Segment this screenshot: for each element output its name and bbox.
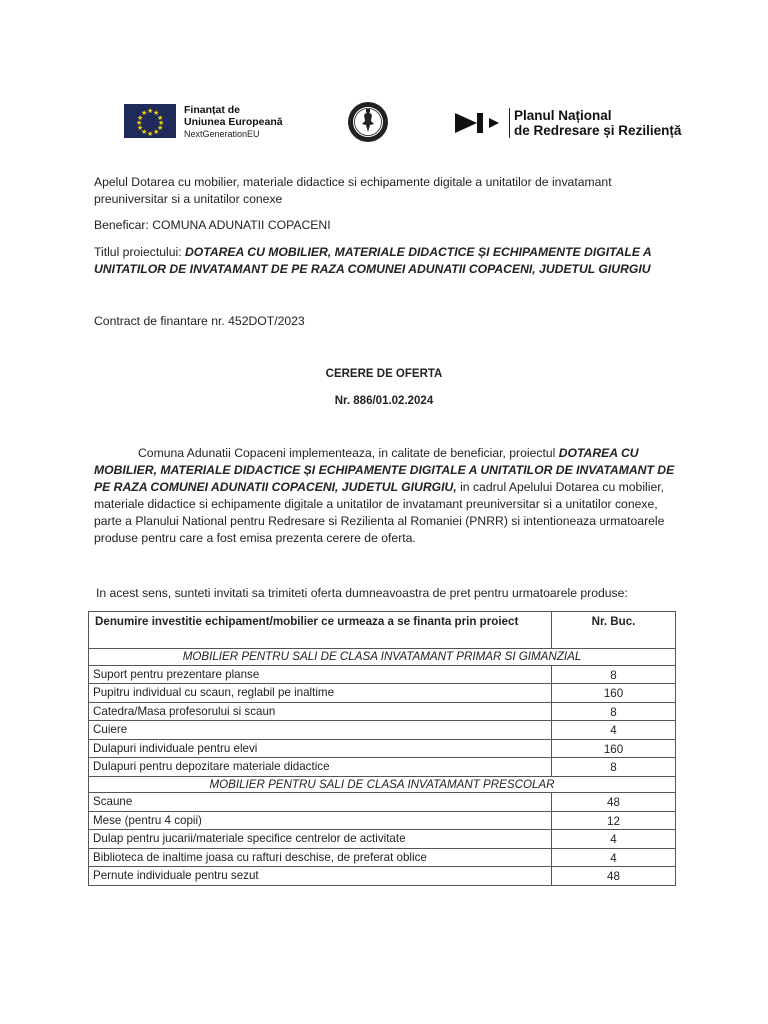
item-quantity: 8: [552, 758, 676, 777]
item-name: Suport pentru prezentare planse: [89, 665, 552, 684]
item-name: Pernute individuale pentru sezut: [89, 867, 552, 886]
project-title-label: Titlul proiectului:: [94, 245, 185, 259]
item-name: Scaune: [89, 793, 552, 812]
column-header-name: Denumire investitie echipament/mobilier ce urmeaza a se finanta prin proiect: [89, 612, 552, 649]
item-name: Catedra/Masa profesorului si scaun: [89, 702, 552, 721]
paragraph-part3: in cadrul Apelului Dotarea cu mobilier, materiale didactice si echipamente digitale a unitatilor de invatamant preuniversitar si a unitatilor conexe, parte a Planului National pentru Redresare si Rezilienta al Romaniei (PNRR) si intentioneaza urmatoarele produse pentru care a fost emisa prezenta cerere de oferta.: [94, 480, 665, 545]
pnrr-arrow-icon: [453, 110, 505, 136]
table-row: [89, 684, 676, 703]
table-row: [89, 702, 676, 721]
pnrr-logo-line2: de Redresare și Reziliență: [514, 123, 682, 138]
table-row: [89, 830, 676, 849]
document-heading: CERERE DE OFERTA: [325, 368, 443, 380]
item-quantity: 48: [552, 793, 676, 812]
table-row: [89, 758, 676, 777]
call-description: Apelul Dotarea cu mobilier, materiale didactice si echipamente digitale a unitatilor de invatamant preuniversitar si a unitatilor conexe: [94, 175, 612, 206]
contract-number: Contract de finantare nr. 452DOT/2023: [94, 314, 305, 328]
products-table: [88, 611, 676, 886]
item-quantity: 8: [552, 665, 676, 684]
table-row: [89, 811, 676, 830]
project-title: [94, 244, 684, 278]
pnrr-logo-line1: Planul Național: [514, 108, 612, 123]
table-row: [89, 739, 676, 758]
section-title-primary: MOBILIER PENTRU SALI DE CLASA INVATAMANT PRIMAR SI GIMANZIAL: [89, 649, 676, 666]
item-quantity: 4: [552, 721, 676, 740]
table-row: [89, 665, 676, 684]
section-title-preschool: MOBILIER PENTRU SALI DE CLASA INVATAMANT PRESCOLAR: [89, 776, 676, 793]
item-name: Pupitru individual cu scaun, reglabil pe inaltime: [89, 684, 552, 703]
pnrr-logo: [453, 108, 681, 138]
eu-logo-line2: Uniunea Europeană: [184, 116, 283, 128]
item-quantity: 8: [552, 702, 676, 721]
item-name: Cuiere: [89, 721, 552, 740]
romanian-government-seal-icon: [347, 101, 389, 143]
item-quantity: 4: [552, 848, 676, 867]
table-header-row: [89, 612, 676, 649]
eu-logo-line3: NextGenerationEU: [184, 129, 260, 139]
item-name: Dulap pentru jucarii/materiale specifice centrelor de activitate: [89, 830, 552, 849]
item-name: Dulapuri individuale pentru elevi: [89, 739, 552, 758]
main-paragraph: [94, 445, 684, 547]
table-row: [89, 793, 676, 812]
item-quantity: 160: [552, 684, 676, 703]
item-quantity: 12: [552, 811, 676, 830]
column-header-qty: Nr. Buc.: [552, 612, 676, 649]
eu-flag-icon: ★ ★ ★ ★ ★ ★ ★ ★ ★ ★ ★ ★: [124, 104, 176, 138]
project-title-value: DOTAREA CU MOBILIER, MATERIALE DIDACTICE ȘI ECHIPAMENTE DIGITALE A UNITATILOR DE INVATAMANT DE PE RAZA COMUNEI ADUNATII COPACENI, JUDETUL GIURGIU: [94, 245, 652, 276]
table-row: [89, 867, 676, 886]
item-quantity: 160: [552, 739, 676, 758]
item-name: Dulapuri pentru depozitare materiale didactice: [89, 758, 552, 777]
table-row: [89, 848, 676, 867]
beneficiary: Beneficar: COMUNA ADUNATII COPACENI: [94, 218, 331, 232]
item-quantity: 4: [552, 830, 676, 849]
section-row-preschool: [89, 776, 676, 793]
item-name: Biblioteca de inaltime joasa cu rafturi deschise, de preferat oblice: [89, 848, 552, 867]
item-name: Mese (pentru 4 copii): [89, 811, 552, 830]
eu-logo-line1: Finanțat de: [184, 104, 241, 116]
eu-funding-logo: [124, 104, 283, 140]
document-number: Nr. 886/01.02.2024: [334, 395, 434, 407]
paragraph-part1: Comuna Adunatii Copaceni implementeaza, in calitate de beneficiar, proiectul: [138, 446, 559, 460]
table-intro: In acest sens, sunteti invitati sa trimiteti oferta dumneavoastra de pret pentru urmatoarele produse:: [96, 586, 628, 600]
table-row: [89, 721, 676, 740]
paragraph-project-name: DOTAREA CU MOBILIER, MATERIALE DIDACTICE ȘI ECHIPAMENTE DIGITALE A UNITATILOR DE INVATAMANT DE PE RAZA COMUNEI ADUNATII COPACENI, JUDETUL GIURGIU,: [94, 446, 675, 494]
section-row-primary: [89, 649, 676, 666]
item-quantity: 48: [552, 867, 676, 886]
